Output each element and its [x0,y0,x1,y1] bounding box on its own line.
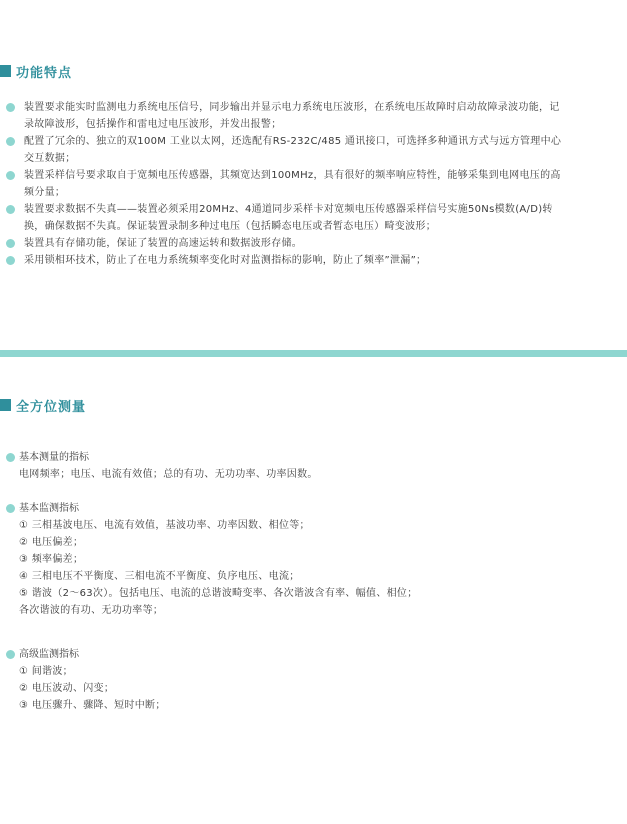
square-marker-icon [0,65,11,77]
feature-item-text: 配置了冗余的、独立的双100M 工业以太网，还选配有RS-232C/485 通讯接口，可选择多种通讯方式与远方管理中心交互数据； [24,136,562,164]
group-heading [6,449,566,466]
bullet-dot-icon [6,239,15,248]
measure-section-title [0,396,86,414]
feature-item-text: 装置要求数据不失真——装置必须采用20MHz、4通道同步采样卡对宽频电压传感器采样信号实施50Ns模数(A/D)转换，确保数据不失真。保证装置录制多种过电压（包括瞬态电压或者暂态电压）畸变波形； [24,204,553,232]
feature-item [6,99,566,133]
basic-metrics-group [6,449,566,483]
feature-item [6,235,566,252]
bullet-dot-icon [6,256,15,265]
feature-item [6,201,566,235]
feature-item-text: 装置要求能实时监测电力系统电压信号，同步输出并显示电力系统电压波形，在系统电压故障时启动故障录波功能，记录故障波形，包括操作和雷电过电压波形，并发出报警； [24,102,560,130]
group-line: ② 电压波动、闪变； [19,683,115,694]
group-heading [6,500,566,517]
group-heading [6,646,566,663]
features-list [6,99,566,269]
group-line: ③ 电压骤升、骤降、短时中断； [19,700,166,711]
bullet-dot-icon [6,453,15,462]
measure-title-text: 全方位测量 [16,399,87,415]
bullet-dot-icon [6,650,15,659]
basic-monitor-group [6,500,566,619]
group-line: ② 电压偏差； [19,537,84,548]
advanced-monitor-group [6,646,566,714]
group-line: ① 三相基波电压、电流有效值，基波功率、功率因数、相位等； [19,520,310,531]
features-title-text: 功能特点 [16,65,73,81]
group-heading-text: 高级监测指标 [19,649,79,660]
feature-item-text: 装置采样信号要求取自于宽频电压传感器，其频宽达到100MHz，具有很好的频率响应特性，能够采集到电网电压的高频分量； [24,170,561,198]
bullet-dot-icon [6,103,15,112]
feature-item-text: 装置具有存储功能，保证了装置的高速运转和数据波形存储。 [24,238,303,249]
group-heading-text: 基本测量的指标 [19,452,89,463]
group-line: 各次谐波的有功、无功功率等； [19,605,164,616]
bullet-dot-icon [6,504,15,513]
group-heading-text: 基本监测指标 [19,503,79,514]
feature-item [6,252,566,269]
square-marker-icon [0,399,11,411]
group-line: ① 间谐波； [19,666,73,677]
feature-item-text: 采用锁相环技术，防止了在电力系统频率变化时对监测指标的影响，防止了频率”泄漏”； [24,255,427,266]
group-line: 电网频率；电压、电流有效值；总的有功、无功功率、功率因数。 [19,469,318,480]
bullet-dot-icon [6,205,15,214]
group-line: ⑤ 谐波（2～63次）。包括电压、电流的总谐波畸变率、各次谐波含有率、幅值、相位； [19,588,418,599]
bullet-dot-icon [6,171,15,180]
section-divider [0,350,627,357]
features-section-title [0,62,72,80]
feature-item [6,133,566,167]
feature-item [6,167,566,201]
group-line: ③ 频率偏差； [19,554,84,565]
bullet-dot-icon [6,137,15,146]
group-line: ④ 三相电压不平衡度、三相电流不平衡度、负序电压、电流； [19,571,300,582]
